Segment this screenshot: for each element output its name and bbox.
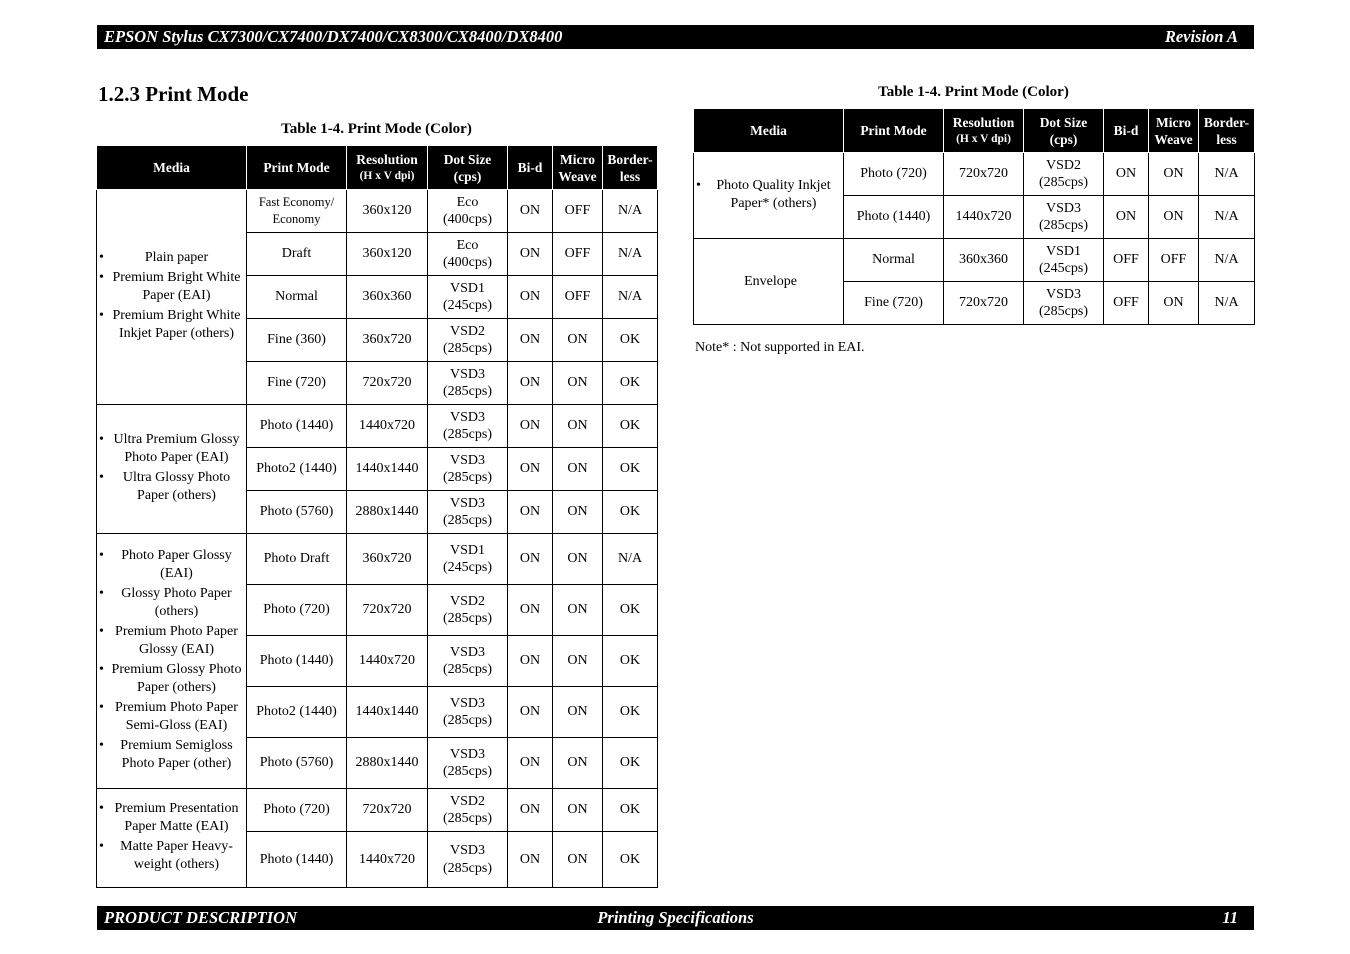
dot-size-cps: (285cps) bbox=[443, 860, 492, 876]
col-dot-size: Dot Size (cps) bbox=[1024, 109, 1104, 153]
dot-size-cps: (285cps) bbox=[1039, 175, 1088, 190]
col-media: Media bbox=[694, 109, 844, 153]
dot-size-value: VSD3 bbox=[1045, 286, 1081, 302]
resolution-cell: 360x720 bbox=[347, 534, 428, 585]
print-mode-cell: Photo (5760) bbox=[247, 491, 347, 534]
micro-weave-cell: ON bbox=[553, 585, 603, 636]
table-row bbox=[97, 405, 658, 448]
resolution-cell: 720x720 bbox=[347, 585, 428, 636]
media-item: • Ultra Premium Glossy Photo Paper (EAI) bbox=[99, 431, 244, 467]
dot-size-cell bbox=[428, 448, 508, 491]
dot-size-cell bbox=[1024, 196, 1104, 239]
bid-cell: OFF bbox=[1104, 239, 1149, 282]
col-bid: Bi-d bbox=[1104, 109, 1149, 153]
dot-size-cps: (285cps) bbox=[443, 384, 492, 399]
media-cell bbox=[97, 789, 247, 888]
bid-cell: ON bbox=[508, 190, 553, 233]
micro-weave-cell: ON bbox=[553, 789, 603, 832]
table-row bbox=[97, 789, 658, 832]
table-row bbox=[97, 534, 658, 585]
dot-size-value: VSD1 bbox=[1045, 243, 1081, 259]
media-cell bbox=[694, 153, 844, 239]
left-table-caption: Table 1-4. Print Mode (Color) bbox=[281, 121, 472, 137]
dot-size-value: VSD3 bbox=[449, 644, 485, 660]
borderless-cell: N/A bbox=[1199, 239, 1255, 282]
resolution-cell: 1440x1440 bbox=[347, 448, 428, 491]
col-resolution: Resolution (H x V dpi) bbox=[347, 146, 428, 190]
print-mode-cell: Fine (360) bbox=[247, 319, 347, 362]
footer-page-number: 11 bbox=[1222, 908, 1238, 927]
resolution-cell: 360x120 bbox=[347, 233, 428, 276]
dot-size-cps: (245cps) bbox=[443, 560, 492, 575]
bid-cell: ON bbox=[508, 738, 553, 789]
print-mode-cell: Photo Draft bbox=[247, 534, 347, 585]
resolution-cell: 1440x720 bbox=[347, 832, 428, 888]
micro-weave-cell: ON bbox=[553, 448, 603, 491]
media-cell: Envelope bbox=[694, 239, 844, 325]
dot-size-value: VSD3 bbox=[449, 409, 485, 425]
micro-weave-cell: ON bbox=[1149, 196, 1199, 239]
print-mode-cell: Normal bbox=[247, 276, 347, 319]
borderless-cell: N/A bbox=[603, 190, 658, 233]
dot-size-value: VSD3 bbox=[449, 746, 485, 762]
resolution-cell: 720x720 bbox=[347, 362, 428, 405]
print-mode-cell: Photo (720) bbox=[247, 585, 347, 636]
table-header-row bbox=[97, 146, 658, 190]
media-cell bbox=[97, 190, 247, 405]
dot-size-cps: (285cps) bbox=[443, 662, 492, 677]
dot-size-cell bbox=[428, 738, 508, 789]
dot-size-cell bbox=[428, 362, 508, 405]
borderless-cell: N/A bbox=[603, 233, 658, 276]
bid-cell: OFF bbox=[1104, 282, 1149, 325]
dot-size-value: VSD2 bbox=[1045, 157, 1081, 173]
dot-size-value: VSD2 bbox=[449, 593, 485, 609]
dot-size-value: VSD2 bbox=[449, 323, 485, 339]
dot-size-cps: (285cps) bbox=[443, 341, 492, 356]
media-item: • Matte Paper Heavy-weight (others) bbox=[99, 838, 244, 874]
resolution-cell: 1440x720 bbox=[944, 196, 1024, 239]
borderless-cell: OK bbox=[603, 687, 658, 738]
dot-size-cps: (245cps) bbox=[443, 298, 492, 313]
table-row bbox=[97, 190, 658, 233]
micro-weave-cell: ON bbox=[553, 636, 603, 687]
bid-cell: ON bbox=[508, 491, 553, 534]
print-mode-table-right bbox=[693, 108, 1255, 325]
media-item: • Premium Bright White Inkjet Paper (others) bbox=[99, 307, 244, 343]
print-mode-cell: Photo2 (1440) bbox=[247, 687, 347, 738]
borderless-cell: OK bbox=[603, 405, 658, 448]
resolution-cell: 1440x1440 bbox=[347, 687, 428, 738]
dot-size-cell bbox=[1024, 282, 1104, 325]
print-mode-cell: Fine (720) bbox=[844, 282, 944, 325]
borderless-cell: OK bbox=[603, 362, 658, 405]
micro-weave-cell: ON bbox=[553, 832, 603, 888]
micro-weave-cell: ON bbox=[553, 738, 603, 789]
bid-cell: ON bbox=[508, 585, 553, 636]
footer-bar bbox=[97, 906, 1254, 930]
print-mode-cell: Fast Economy/ Economy bbox=[247, 190, 347, 233]
micro-weave-cell: ON bbox=[553, 687, 603, 738]
resolution-cell: 2880x1440 bbox=[347, 491, 428, 534]
dot-size-cps: (400cps) bbox=[443, 255, 492, 270]
dot-size-cell bbox=[428, 534, 508, 585]
bid-cell: ON bbox=[508, 319, 553, 362]
dot-size-cps: (285cps) bbox=[443, 470, 492, 485]
footer-chapter: Printing Specifications bbox=[597, 908, 754, 927]
borderless-cell: N/A bbox=[603, 276, 658, 319]
bid-cell: ON bbox=[1104, 153, 1149, 196]
dot-size-cps: (285cps) bbox=[1039, 304, 1088, 319]
borderless-cell: N/A bbox=[1199, 282, 1255, 325]
dot-size-cell bbox=[428, 636, 508, 687]
micro-weave-cell: ON bbox=[553, 362, 603, 405]
dot-size-cell bbox=[428, 687, 508, 738]
borderless-cell: N/A bbox=[1199, 153, 1255, 196]
print-mode-cell: Photo (1440) bbox=[247, 636, 347, 687]
right-table-caption: Table 1-4. Print Mode (Color) bbox=[878, 84, 1069, 100]
bid-cell: ON bbox=[1104, 196, 1149, 239]
dot-size-cps: (285cps) bbox=[443, 764, 492, 779]
table-row bbox=[694, 153, 1255, 196]
dot-size-cell bbox=[428, 832, 508, 888]
dot-size-value: Eco bbox=[456, 194, 479, 210]
print-mode-table-left bbox=[96, 145, 658, 888]
dot-size-cps: (285cps) bbox=[1039, 218, 1088, 233]
col-print-mode: Print Mode bbox=[844, 109, 944, 153]
resolution-cell: 2880x1440 bbox=[347, 738, 428, 789]
bid-cell: ON bbox=[508, 534, 553, 585]
dot-size-value: Eco bbox=[456, 237, 479, 253]
borderless-cell: N/A bbox=[1199, 196, 1255, 239]
dot-size-value: VSD3 bbox=[449, 452, 485, 468]
borderless-cell: OK bbox=[603, 448, 658, 491]
micro-weave-cell: ON bbox=[1149, 282, 1199, 325]
media-item: • Plain paper bbox=[99, 249, 244, 267]
dot-size-cell bbox=[428, 190, 508, 233]
media-item: • Photo Paper Glossy (EAI) bbox=[99, 547, 244, 583]
micro-weave-cell: OFF bbox=[553, 190, 603, 233]
col-micro-weave: Micro Weave bbox=[1149, 109, 1199, 153]
borderless-cell: N/A bbox=[603, 534, 658, 585]
media-item: • Premium Presentation Paper Matte (EAI) bbox=[99, 800, 244, 836]
micro-weave-cell: ON bbox=[1149, 153, 1199, 196]
bid-cell: ON bbox=[508, 448, 553, 491]
media-item: • Ultra Glossy Photo Paper (others) bbox=[99, 469, 244, 505]
print-mode-cell: Photo (720) bbox=[247, 789, 347, 832]
bid-cell: ON bbox=[508, 233, 553, 276]
bid-cell: ON bbox=[508, 405, 553, 448]
dot-size-value: VSD3 bbox=[449, 695, 485, 711]
dot-size-cell bbox=[428, 491, 508, 534]
col-dot-size: Dot Size (cps) bbox=[428, 146, 508, 190]
bid-cell: ON bbox=[508, 276, 553, 319]
print-mode-cell: Photo (720) bbox=[844, 153, 944, 196]
micro-weave-cell: ON bbox=[553, 405, 603, 448]
media-cell bbox=[97, 405, 247, 534]
dot-size-value: VSD2 bbox=[449, 793, 485, 809]
print-mode-cell: Photo (1440) bbox=[247, 832, 347, 888]
col-borderless: Border- less bbox=[1199, 109, 1255, 153]
micro-weave-cell: ON bbox=[553, 491, 603, 534]
dot-size-cps: (285cps) bbox=[443, 513, 492, 528]
borderless-cell: OK bbox=[603, 832, 658, 888]
micro-weave-cell: ON bbox=[553, 534, 603, 585]
dot-size-cps: (285cps) bbox=[443, 811, 492, 826]
col-micro-weave: Micro Weave bbox=[553, 146, 603, 190]
dot-size-value: VSD3 bbox=[449, 843, 485, 858]
dot-size-cps: (285cps) bbox=[443, 713, 492, 728]
bid-cell: ON bbox=[508, 687, 553, 738]
resolution-cell: 720x720 bbox=[347, 789, 428, 832]
print-mode-cell: Photo (1440) bbox=[844, 196, 944, 239]
table-header-row bbox=[694, 109, 1255, 153]
dot-size-cps: (245cps) bbox=[1039, 261, 1088, 276]
borderless-cell: OK bbox=[603, 636, 658, 687]
dot-size-cps: (400cps) bbox=[443, 212, 492, 227]
dot-size-cell bbox=[428, 276, 508, 319]
micro-weave-cell: OFF bbox=[553, 276, 603, 319]
borderless-cell: OK bbox=[603, 789, 658, 832]
resolution-cell: 1440x720 bbox=[347, 636, 428, 687]
resolution-cell: 1440x720 bbox=[347, 405, 428, 448]
header-revision: Revision A bbox=[1164, 27, 1238, 46]
bid-cell: ON bbox=[508, 636, 553, 687]
media-item: • Premium Photo Paper Glossy (EAI) bbox=[99, 623, 244, 659]
micro-weave-cell: OFF bbox=[1149, 239, 1199, 282]
header-title: EPSON Stylus CX7300/CX7400/DX7400/CX8300/CX8400/DX8400 bbox=[104, 27, 563, 46]
dot-size-cell bbox=[1024, 153, 1104, 196]
media-item: • Premium Glossy Photo Paper (others) bbox=[99, 661, 244, 697]
media-item: • Premium Photo Paper Semi-Gloss (EAI) bbox=[99, 699, 244, 735]
dot-size-cell bbox=[428, 585, 508, 636]
bid-cell: ON bbox=[508, 789, 553, 832]
bid-cell: ON bbox=[508, 362, 553, 405]
dot-size-cell bbox=[428, 789, 508, 832]
borderless-cell: OK bbox=[603, 738, 658, 789]
header-bar bbox=[97, 25, 1254, 49]
dot-size-value: VSD3 bbox=[1045, 200, 1081, 216]
resolution-cell: 720x720 bbox=[944, 153, 1024, 196]
micro-weave-cell: ON bbox=[553, 319, 603, 362]
dot-size-value: VSD1 bbox=[449, 280, 485, 296]
borderless-cell: OK bbox=[603, 491, 658, 534]
col-resolution: Resolution (H x V dpi) bbox=[944, 109, 1024, 153]
resolution-cell: 360x360 bbox=[944, 239, 1024, 282]
col-print-mode: Print Mode bbox=[247, 146, 347, 190]
media-item: • Premium Semigloss Photo Paper (other) bbox=[99, 737, 244, 773]
dot-size-value: VSD3 bbox=[449, 366, 485, 382]
print-mode-cell: Photo (1440) bbox=[247, 405, 347, 448]
dot-size-cps: (285cps) bbox=[443, 611, 492, 626]
dot-size-cell bbox=[428, 319, 508, 362]
col-bid: Bi-d bbox=[508, 146, 553, 190]
borderless-cell: OK bbox=[603, 585, 658, 636]
media-item: • Premium Bright White Paper (EAI) bbox=[99, 269, 244, 305]
table-row bbox=[694, 239, 1255, 282]
media-item: • Glossy Photo Paper (others) bbox=[99, 585, 244, 621]
print-mode-cell: Photo (5760) bbox=[247, 738, 347, 789]
micro-weave-cell: OFF bbox=[553, 233, 603, 276]
print-mode-cell: Photo2 (1440) bbox=[247, 448, 347, 491]
print-mode-cell: Fine (720) bbox=[247, 362, 347, 405]
media-item: • Photo Quality Inkjet Paper* (others) bbox=[696, 177, 841, 213]
dot-size-value: VSD3 bbox=[449, 495, 485, 511]
dot-size-cell bbox=[1024, 239, 1104, 282]
dot-size-cell bbox=[428, 405, 508, 448]
dot-size-cps: (285cps) bbox=[443, 427, 492, 442]
resolution-cell: 360x120 bbox=[347, 190, 428, 233]
print-mode-cell: Draft bbox=[247, 233, 347, 276]
media-cell bbox=[97, 534, 247, 789]
dot-size-value: VSD1 bbox=[449, 542, 485, 558]
print-mode-cell: Normal bbox=[844, 239, 944, 282]
resolution-cell: 360x360 bbox=[347, 276, 428, 319]
col-borderless: Border- less bbox=[603, 146, 658, 190]
footer-section: PRODUCT DESCRIPTION bbox=[104, 908, 297, 927]
bid-cell: ON bbox=[508, 832, 553, 888]
section-title: 1.2.3 Print Mode bbox=[98, 82, 249, 106]
borderless-cell: OK bbox=[603, 319, 658, 362]
col-media: Media bbox=[97, 146, 247, 190]
resolution-cell: 720x720 bbox=[944, 282, 1024, 325]
dot-size-cell bbox=[428, 233, 508, 276]
resolution-cell: 360x720 bbox=[347, 319, 428, 362]
table-note: Note* : Not supported in EAI. bbox=[695, 340, 865, 355]
